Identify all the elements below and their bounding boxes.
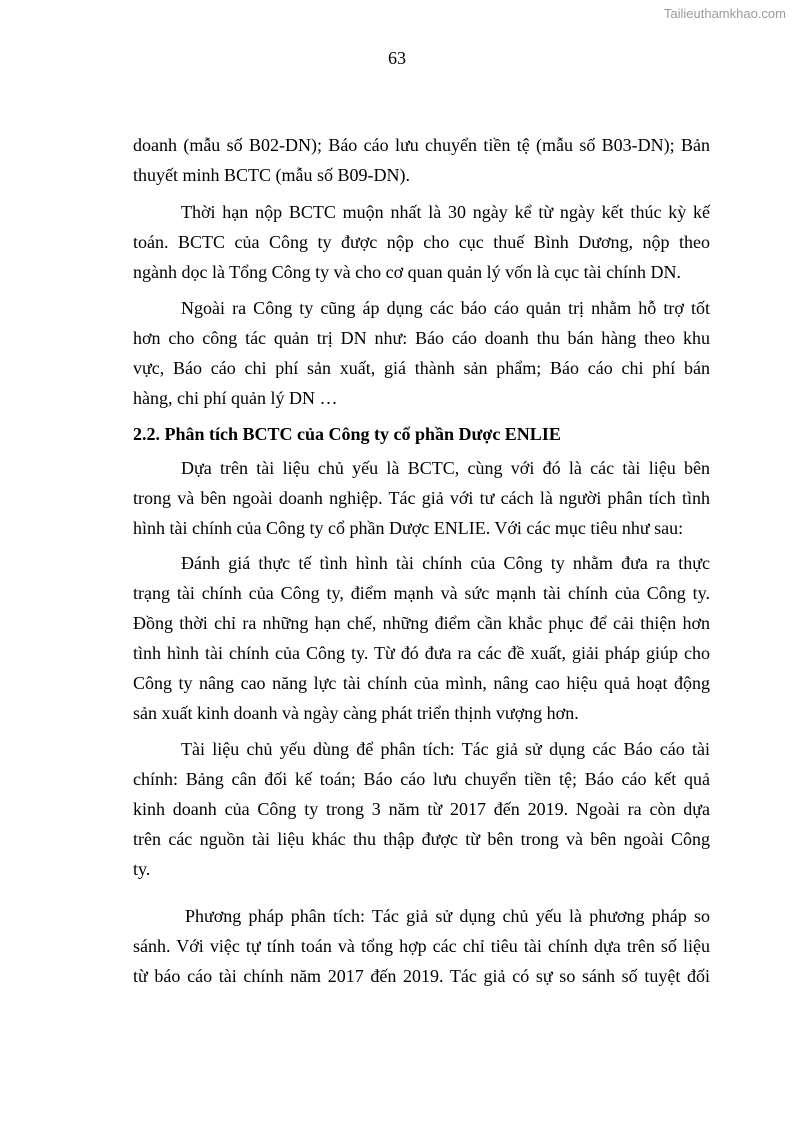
text-line: Công ty nâng cao năng lực tài chính của mình, nâng cao hiệu quả hoạt động [133, 673, 710, 693]
text-line: ngành dọc là Tổng Công ty và cho cơ quan quản lý vốn là cục tài chính DN. [133, 262, 682, 282]
text-line: từ báo cáo tài chính năm 2017 đến 2019. Tác giả có sự so sánh số tuyệt đối [133, 966, 710, 986]
text-line: sánh. Với việc tự tính toán và tổng hợp các chỉ tiêu tài chính dựa trên số liệu [133, 936, 710, 956]
watermark: Tailieuthamkhao.com [663, 6, 786, 21]
text-line: Đánh giá thực tế tình hình tài chính của Công ty nhằm đưa ra thực [181, 553, 710, 573]
text-line: Đồng thời chỉ ra những hạn chế, những điểm cần khắc phục để cải thiện hơn [133, 613, 710, 633]
text-line: doanh (mẫu số B02-DN); Báo cáo lưu chuyển tiền tệ (mẫu số B03-DN); Bản [133, 135, 710, 155]
text-line: trong và bên ngoài doanh nghiệp. Tác giả với tư cách là người phân tích tình [133, 488, 710, 508]
text-line: hình tài chính của Công ty cổ phần Dược ENLIE. Với các mục tiêu như sau: [133, 518, 684, 538]
text-line: Thời hạn nộp BCTC muộn nhất là 30 ngày kể từ ngày kết thúc kỳ kế [181, 202, 710, 222]
text-line: trên các nguồn tài liệu khác thu thập được từ bên trong và bên ngoài Công [133, 829, 710, 849]
text-line: ty. [133, 859, 151, 879]
text-line: thuyết minh BCTC (mẫu số B09-DN). [133, 165, 410, 185]
text-line: Dựa trên tài liệu chủ yếu là BCTC, cùng với đó là các tài liệu bên [181, 458, 710, 478]
text-line: vực, Báo cáo chi phí sản xuất, giá thành sản phẩm; Báo cáo chi phí bán [133, 358, 710, 378]
text-line: tình hình tài chính của Công ty. Từ đó đưa ra các đề xuất, giải pháp giúp cho [133, 643, 710, 663]
text-line: hơn cho công tác quản trị DN như: Báo cáo doanh thu bán hàng theo khu [133, 328, 710, 348]
text-line: Ngoài ra Công ty cũng áp dụng các báo cáo quản trị nhằm hỗ trợ tốt [181, 298, 710, 318]
text-line: hàng, chi phí quản lý DN … [133, 388, 338, 408]
section-heading: 2.2. Phân tích BCTC của Công ty cổ phần Dược ENLIE [133, 424, 561, 444]
text-line: kinh doanh của Công ty trong 3 năm từ 2017 đến 2019. Ngoài ra còn dựa [133, 799, 710, 819]
text-line: chính: Bảng cân đối kế toán; Báo cáo lưu chuyển tiền tệ; Báo cáo kết quả [133, 769, 710, 789]
text-line: trạng tài chính của Công ty, điểm mạnh và sức mạnh tài chính của Công ty. [133, 583, 710, 603]
page-number: 63 [388, 48, 406, 68]
text-line: sản xuất kinh doanh và ngày càng phát triển thịnh vượng hơn. [133, 703, 579, 723]
text-line: Phương pháp phân tích: Tác giả sử dụng chủ yếu là phương pháp so [185, 906, 710, 926]
text-line: Tài liệu chủ yếu dùng để phân tích: Tác giả sử dụng các Báo cáo tài [181, 739, 710, 759]
text-line: toán. BCTC của Công ty được nộp cho cục thuế Bình Dương, nộp theo [133, 232, 710, 252]
